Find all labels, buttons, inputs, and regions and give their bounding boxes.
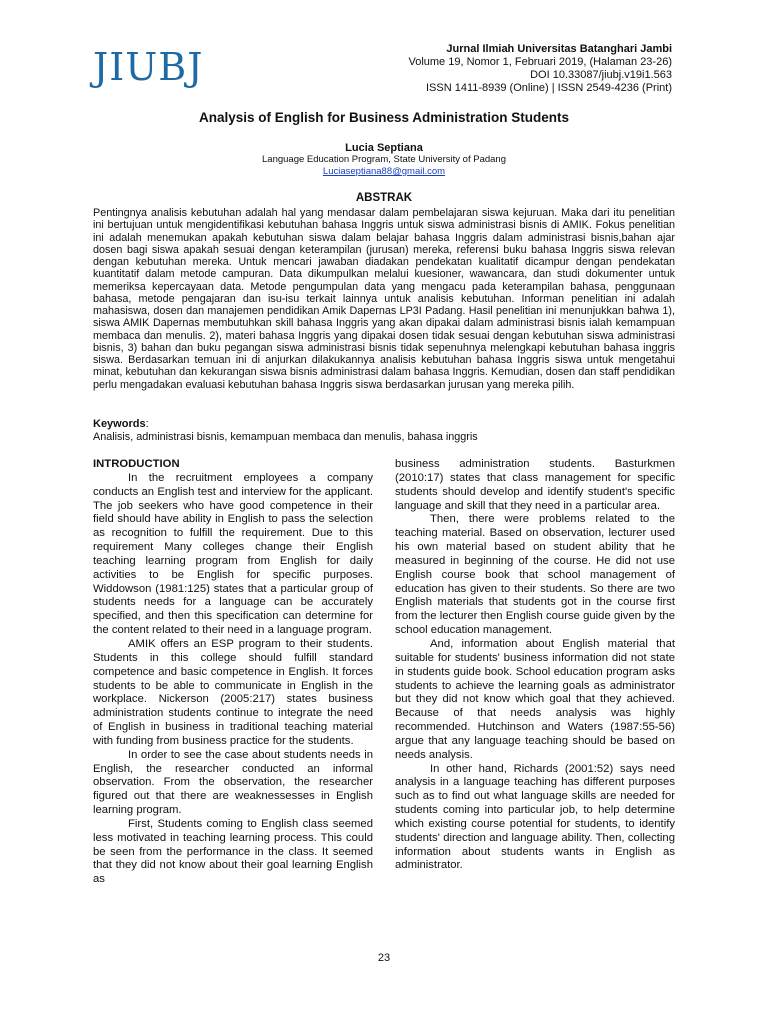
- journal-name: Jurnal Ilmiah Universitas Batanghari Jambi: [446, 43, 672, 55]
- body-paragraph: AMIK offers an ESP program to their students. Students in this college should fulfill standard competence and basic competence in English. It forces students to be able to communicate in English in the workplace. Nickerson (2005:217) states business administration students continue to integrate the need of English in business in traditional teaching material with funding from business practice for the students.: [93, 637, 373, 747]
- keywords-label: Keywords: [93, 418, 146, 430]
- abstract-heading: ABSTRAK: [355, 192, 413, 204]
- body-paragraph: In other hand, Richards (2001:52) says need analysis in a language teaching has different purposes such as to find out what language skills are needed for students coming into particular job, to help determine which existing course potential for students, to identify students' direction and language ability. Then, collecting information about students wants in English as administrator.: [395, 762, 675, 872]
- page-number: 23: [377, 952, 391, 964]
- author-name: Lucia Septiana: [345, 142, 423, 154]
- author-email-link[interactable]: Luciaseptiana88@gmail.com: [322, 166, 446, 177]
- doi[interactable]: DOI 10.33087/jiubj.v19i1.563: [530, 69, 672, 81]
- affiliation-text: Language Education Program, State University of Padang: [262, 154, 506, 165]
- paper-title: Analysis of English for Business Administration Students: [198, 110, 570, 125]
- keywords-colon: :: [145, 418, 149, 430]
- body-paragraph: business administration students. Basturkmen (2010:17) states that class management for specific students should develop and identify student's specific language and skill that they need in a particular area.: [395, 458, 675, 512]
- volume-info: Volume 19, Nomor 1, Februari 2019, (Halaman 23-26): [408, 56, 672, 68]
- body-paragraph: First, Students coming to English class seemed less motivated in teaching learning process. This could be seen from the performance in the class. It seemed that they did not know about their goal learning English as: [93, 817, 373, 886]
- body-paragraph: In the recruitment employees a company conducts an English test and interview for the applicant. The job seekers who have good competence in their field should have ability in English to pass the selection as recognition to fulfill the requirement. Due to this requirement Many colleges change their English teaching learning program from English for daily activities to be English for specific purposes. Widdowson (1981:125) states that a particular group of students needs for a language can be accurately specified, and then this specification can determine for the content related to their need in a language program.: [93, 471, 373, 637]
- keywords-text: Analisis, administrasi bisnis, kemampuan membaca dan menulis, bahasa inggris: [93, 431, 478, 443]
- keywords-label-line: [93, 418, 149, 430]
- abstract-text: Pentingnya analisis kebutuhan adalah hal yang mendasar dalam pembelajaran siswa kejuruan. Maka dari itu penelitian ini bertujuan untuk mengidentifikasi kebutuhan bahasa Inggris untuk siswa administrasi bisnis di AMIK. Fokus penelitian ini adalah menemukan apakah kebutuhan siswa dalam belajar bahasa Inggris dalam administrasi bisnis,bahan ajar dosen bagi siswa apakah sesuai dengan keterampilan (jurusan) mereka, referensi buku bahasa Inggris siswa relevan dengan kebutuhan mereka. Untuk mencari jawaban diadakan pendekatan kualitatif dicampur dengan pendekatan kuantitatif dalam metode campuran. Data dikumpulkan melalui kuesioner, wawancara, dan studi dokumenter untuk memeriksa kepercayaan data. Metode pengumpulan data yang mengacu pada keterampilan bahasa, penggunaan bahasa, metode pengajaran dan isu-isu terkait lainnya untuk analisis kebutuhan. Informan penelitian ini adalah mahasiswa, dosen dan manajemen pendidikan Amik Dapernas LP3I Padang. Hasil penelitian ini menunjukkan bahwa 1), siswa AMIK Dapernas membutuhkan skill bahasa Inggris yang akan dipakai dalam administrasi bisnis ialah kemampuan membaca dan menulis. 2), materi bahasa Inggris yang dipakai dosen tidak sesuai dengan kebutuhan siswa administrasi bisnis, 3) bahan dan buku pegangan siswa administrasi bisnis tidak sepenuhnya melengkapi kebutuhan bahasa inggris siswa. Berdasarkan temuan ini di anjurkan dilakukannya analisis kebutuhan bahasa Inggris siswa untuk mengetahui minat, kebutuhan dan kekurangan siswa bisnis administrasi dalam bahasa Inggris. Kemudian, dosen dan staff pendidikan perlu mengadakan evaluasi kebutuhan bahasa Inggris siswa berdasarkan jurusan yang mereka pilih.: [93, 207, 675, 391]
- left-column: [93, 458, 373, 887]
- journal-header: [408, 43, 672, 95]
- issn: ISSN 1411-8939 (Online) | ISSN 2549-4236 (Print): [425, 82, 672, 94]
- body-paragraph: Then, there were problems related to the teaching material. Based on observation, lecturer used his own material based on student ability that he measured in beginning of the course. He did not use English course book that school management of education has given to their students. So there are two English materials that students got in the course first from the lecturer then English course guide given by the school education management.: [395, 513, 675, 637]
- right-column: [395, 458, 675, 873]
- journal-logo: JIUBJ: [93, 45, 204, 89]
- introduction-heading: INTRODUCTION: [93, 458, 180, 470]
- author-affiliation: [0, 154, 768, 178]
- body-paragraph: In order to see the case about students needs in English, the researcher conducted an informal observation. From the observation, the researcher figured out that there are weaknessesses in English learning program.: [93, 748, 373, 817]
- body-paragraph: And, information about English material that suitable for students' business information did not state in students guide book. School education program asks students to achieve the learning goals as administrator but they did not know which goal that they achieved. Because of that needs analysis was highly recommended. Hutchinson and Waters (1987:55-56) argue that any language teaching should be based on needs analysis.: [395, 637, 675, 761]
